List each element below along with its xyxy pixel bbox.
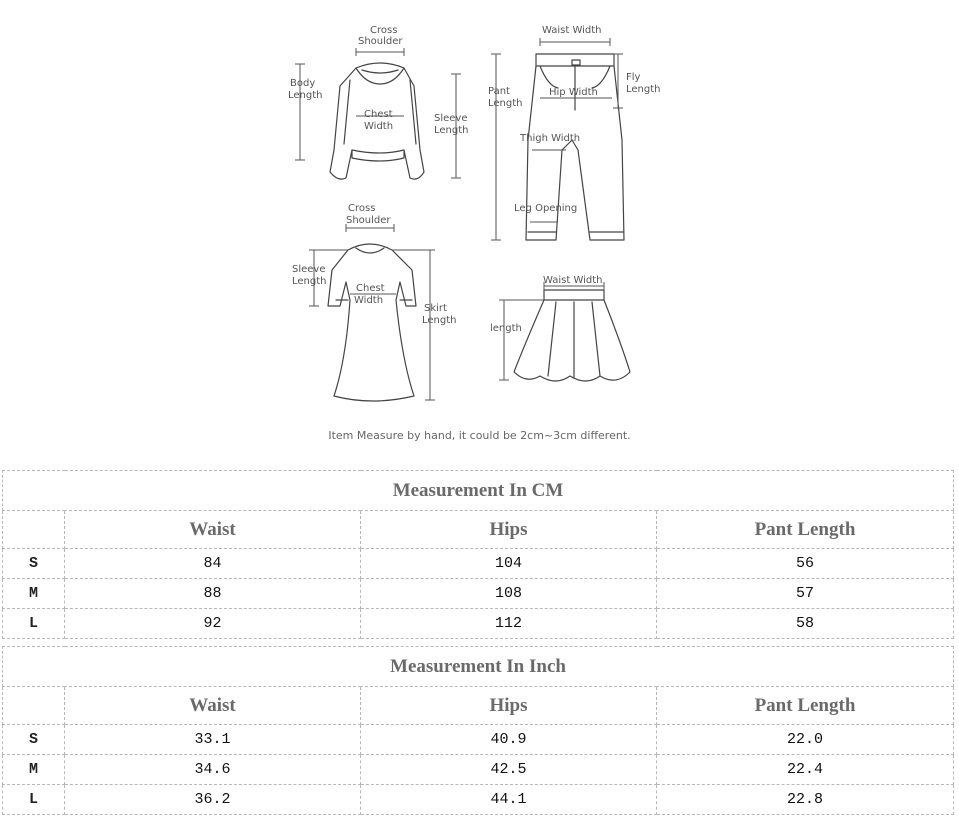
sweater-chest-width-label-1: Chest xyxy=(364,109,393,120)
pant-length-value: 22.8 xyxy=(657,785,954,815)
sweater-cross-shoulder-label-1: Cross xyxy=(370,25,398,36)
dress-cross-shoulder-label-2: Shoulder xyxy=(346,215,391,226)
hips-value: 112 xyxy=(361,609,657,639)
pant-length-value: 56 xyxy=(657,549,954,579)
table-row xyxy=(3,785,954,815)
dress-illustration xyxy=(328,244,416,401)
pants-pant-length-label-2: Length xyxy=(488,98,523,109)
hips-value: 104 xyxy=(361,549,657,579)
hips-value: 108 xyxy=(361,579,657,609)
skirt-length-label: length xyxy=(490,323,522,334)
waist-value: 36.2 xyxy=(65,785,361,815)
dress-cross-shoulder-label-1: Cross xyxy=(348,203,376,214)
waist-value: 92 xyxy=(65,609,361,639)
table-row xyxy=(3,609,954,639)
waist-value: 84 xyxy=(65,549,361,579)
pants-waist-width-label: Waist Width xyxy=(542,25,602,36)
size-label: L xyxy=(3,609,65,639)
header-corner xyxy=(3,511,65,549)
waist-value: 88 xyxy=(65,579,361,609)
pants-pant-length-label-1: Pant xyxy=(488,86,510,97)
sweater-body-length-label-1: Body xyxy=(290,78,316,89)
pants-fly-length-label-2: Length xyxy=(626,84,661,95)
table-row xyxy=(3,549,954,579)
dress-chest-width-label-1: Chest xyxy=(356,283,385,294)
size-label: M xyxy=(3,755,65,785)
table-row xyxy=(3,755,954,785)
header-waist: Waist xyxy=(65,511,361,549)
hips-value: 40.9 xyxy=(361,725,657,755)
pants-leg-opening-label: Leg Opening xyxy=(514,203,578,214)
sweater-chest-width-label-2: Width xyxy=(364,121,394,132)
header-hips: Hips xyxy=(361,687,657,725)
hips-value: 42.5 xyxy=(361,755,657,785)
header-pant-length: Pant Length xyxy=(657,511,954,549)
pant-length-value: 22.4 xyxy=(657,755,954,785)
skirt-illustration xyxy=(514,290,630,381)
sweater-sleeve-length-label-2: Length xyxy=(434,125,469,136)
measurement-table-cm xyxy=(2,470,954,639)
waist-value: 34.6 xyxy=(65,755,361,785)
pant-length-value: 58 xyxy=(657,609,954,639)
sweater-cross-shoulder-label-2: Shoulder xyxy=(358,36,403,47)
measure-disclaimer: Item Measure by hand, it could be 2cm~3cm different. xyxy=(328,429,631,442)
size-label: M xyxy=(3,579,65,609)
pant-length-value: 22.0 xyxy=(657,725,954,755)
table-title: Measurement In CM xyxy=(3,471,954,511)
dress-sleeve-length-label-2: Length xyxy=(292,276,327,287)
measurement-table-inch xyxy=(2,646,954,815)
dress-sleeve-length-label-1: Sleeve xyxy=(292,264,326,275)
dress-chest-width-label-2: Width xyxy=(354,295,384,306)
hips-value: 44.1 xyxy=(361,785,657,815)
table-title: Measurement In Inch xyxy=(3,647,954,687)
pant-length-value: 57 xyxy=(657,579,954,609)
skirt-waist-width-label: Waist Width xyxy=(543,275,603,286)
sweater-body-length-label-2: Length xyxy=(288,90,323,101)
sweater-sleeve-length-label-1: Sleeve xyxy=(434,113,468,124)
size-label: S xyxy=(3,549,65,579)
size-label: L xyxy=(3,785,65,815)
table-row xyxy=(3,579,954,609)
dress-skirt-length-label-2: Length xyxy=(422,315,457,326)
table-row xyxy=(3,725,954,755)
header-corner xyxy=(3,687,65,725)
header-waist: Waist xyxy=(65,687,361,725)
size-label: S xyxy=(3,725,65,755)
pants-hip-width-label: Hip Width xyxy=(549,87,598,98)
header-hips: Hips xyxy=(361,511,657,549)
pants-fly-length-label-1: Fly xyxy=(626,72,641,83)
pants-thigh-width-label: Thigh Width xyxy=(520,133,581,144)
header-pant-length: Pant Length xyxy=(657,687,954,725)
dress-skirt-length-label-1: Skirt xyxy=(424,303,447,314)
waist-value: 33.1 xyxy=(65,725,361,755)
